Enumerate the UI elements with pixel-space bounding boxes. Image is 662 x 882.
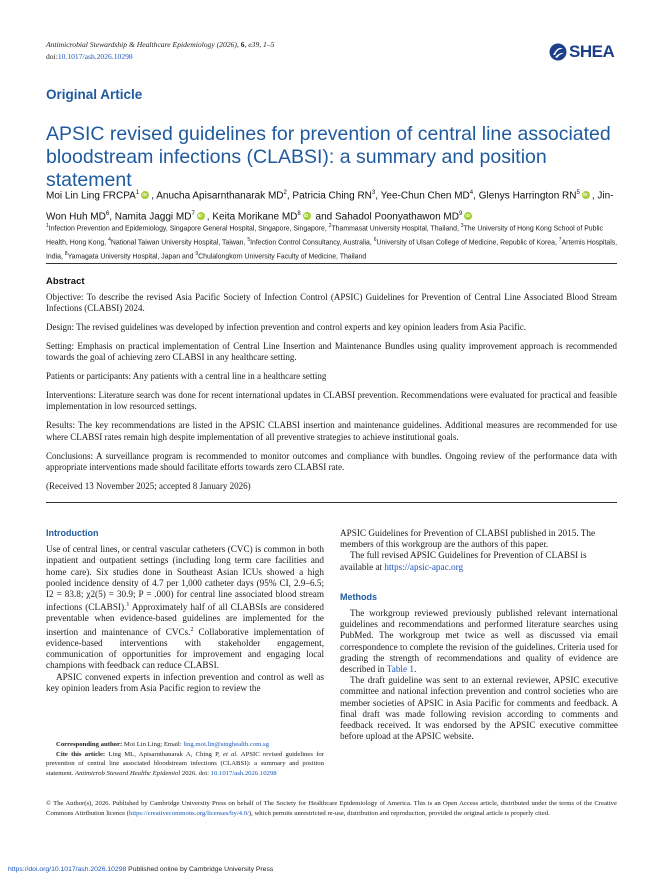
author-separator: , [286,190,293,202]
article-type: Original Article [46,87,143,102]
journal-volume: 6 [240,40,245,49]
journal-citation-line [46,40,274,49]
author-name: Patricia Ching RN [292,190,372,202]
abstract-interventions: Interventions: Literature search was done for recent international updates in CLABSI prevention. Recommendations were evaluated for practical and feasible implementation in low resourced settings. [46,390,617,412]
journal-pages: , e39, 1–5 [244,40,275,49]
orcid-icon[interactable] [197,212,205,220]
affiliation-text: Chulalongkorn University Faculty of Medicine, Thailand [198,252,367,260]
orcid-icon[interactable] [141,191,149,199]
journal-name: Antimicrobial Stewardship & Healthcare Epidemiology [46,40,215,49]
right-column [340,528,618,742]
apsic-website-link[interactable]: https://apsic-apac.org [384,561,464,572]
methods-text: The workgroup reviewed previously published relevant international guidelines and recommendations and performed literature searches using PubMed. The workgroup met twice as well as discussed via email correspondence to complete the revision of the guidelines. Criteria used for grading the strength of recommendations and quality of evidence are described in [340,608,618,675]
affiliation-text: Thammasat University Hospital, Thailand, [331,225,461,233]
author-affiliation-mark: 1 [135,190,140,196]
affiliation-mark: 7 [558,236,562,243]
abstract-participants: Patients or participants: Any patients with a central line in a healthcare setting [46,371,327,382]
doi-link[interactable]: 10.1017/ash.2026.10298 [57,52,133,61]
page-footer [8,866,273,873]
author-affiliation-mark: 4 [469,190,474,196]
received-dates: (Received 13 November 2025; accepted 8 January 2026) [46,480,251,491]
full-guidelines-text: The full revised APSIC Guidelines for Prevention of CLABSI is available at [340,550,587,572]
license-text-a: © The Author(s), 2026. Published by Cambridge University Press on behalf of The Society for Healthcare Epidemiology of America. This is an Open Access article, distributed under the terms of the Creative Commons Attribution licence ( [46,800,617,818]
intro-text-a: Use of central lines, or central vascular catheters (CVC) is common in both inpatient and outpatient settings (including long term care facilities and home care). Six studies done in Southeast Asian ICUs showed a high pooled incidence density of 4.7 per 1,000 catheter days (95% CI, 2.9–6.5; I2 = 83.8; χ2(5) = 30.9; P = .000) for central line associated blood stream infections (CLABSI). [46,544,324,613]
author-name: Sahadol Poonyathawon MD [334,211,459,223]
license-statement [46,799,617,819]
full-guidelines-paragraph [340,550,618,572]
abstract-bottom-divider [46,502,617,503]
affiliation-text: The University of Hong Kong School of Public Health, Hong Kong, [46,225,603,247]
cite-etal: et al. [223,750,238,758]
author-name: Yee-Chun Chen MD [380,190,470,202]
cite-doi-link[interactable]: 10.1017/ash.2026.10298 [210,769,277,777]
author-affiliation-mark: 3 [371,190,376,196]
orcid-icon[interactable] [303,212,311,220]
affiliations [46,221,618,262]
affiliation-text: Infection Control Consultancy, Australia, [250,239,374,247]
author-separator: , [375,190,381,202]
author-separator: and [312,211,335,223]
author-name: Anucha Apisarnthanarak MD [156,190,284,202]
intro-continued: APSIC Guidelines for Prevention of CLABSI published in 2015. The members of this workgroup are the authors of this paper. [340,528,596,550]
introduction-heading: Introduction [46,528,99,538]
abstract-results: Results: The key recommendations are listed in the APSIC CLABSI insertion and maintenance guidelines. Additional measures are recommended for use where CLABSI rates remain high despite implementation of all preventive strategies to achieve institutional goals. [46,420,617,442]
affiliation-text: Infection Prevention and Epidemiology, Singapore General Hospital, Singapore, Singapore, [48,225,329,233]
author-affiliation-mark: 2 [283,190,287,196]
intro-text-b: Approximately half of all CLABSIs are considered preventable when evidence-based guidelines are implemented for the insertion and maintenance of CVCs. [46,602,324,637]
affiliation-mark: 5 [247,236,251,243]
methods-heading: Methods [340,591,377,602]
license-url-link[interactable]: https://creativecommons.org/licenses/by/4.0/ [129,810,249,818]
affiliation-mark: 8 [64,250,68,257]
cite-authors: Ling ML, Apisarnthanarak A, Ching P, [105,750,223,758]
corresponding-author-label: Corresponding author: [56,741,123,748]
author-separator: , [206,211,213,223]
table-1-link[interactable]: Table 1 [386,664,414,675]
author-name: Keita Morikane MD [212,211,298,223]
introduction-paragraph-2: APSIC convened experts in infection prevention and control as well as key opinion leaders from Asia Pacific region to review the [46,671,324,693]
left-column [46,528,324,694]
citation-ref-1[interactable]: 1 [126,602,130,609]
author-affiliation-mark: 7 [191,211,195,218]
journal-year: (2026), [214,40,241,49]
abstract-top-divider [46,263,617,264]
abstract-heading: Abstract [46,276,85,287]
shea-logo [549,42,619,62]
intro-text-c: Collaborative implementation of evidence-based interventions with stakeholder engagement, communication of opportunities for improvement and engaging local champions with feedback can reduce CLABSI. [46,626,324,671]
cite-label: Cite this article: [56,750,106,758]
affiliation-mark: 3 [460,223,464,229]
author-affiliation-mark: 9 [458,211,463,218]
shea-logo-text: SHEA [569,42,615,61]
affiliation-text: National Taiwan University Hospital, Taiwan, [110,239,248,247]
cite-title: APSIC revised guidelines for prevention of central line associated bloodstream infections (CLABSI): a summary and position statement. [46,750,324,777]
methods-paragraph-1 [340,608,618,675]
affiliation-text: Artemis Hospitals, India, [46,239,618,260]
doi-line [46,52,133,61]
cite-journal: Antimicrob Steward Healthc Epidemiol [74,769,181,777]
citation-ref-2[interactable]: 2 [190,626,194,633]
correspondence-block [46,740,324,778]
article-title: APSIC revised guidelines for prevention of central line associated bloodstream infections (CLABSI): a summary and position statement [46,123,611,191]
author-name: Jin-Won Huh MD [46,190,614,223]
author-affiliation-mark: 6 [105,211,110,218]
affiliation-mark: 9 [195,250,199,257]
footer-doi-link[interactable]: https://doi.org/10.1017/ash.2026.10298 [8,866,127,873]
introduction-paragraph-1 [46,544,324,671]
author-affiliation-mark: 8 [297,211,301,218]
footer-text: Published online by Cambridge University Press [126,866,274,873]
affiliation-mark: 6 [373,236,377,243]
abstract-design: Design: The revised guidelines was developed by infection prevention and control experts and key opinion leaders from Asia Pacific. [46,322,526,333]
affiliation-text: Yamagata University Hospital, Japan and [67,252,196,260]
abstract-objective: Objective: To describe the revised Asia Pacific Society of Infection Control (APSIC) Guidelines for Prevention of Central Line Associated Blood Stream Infections (CLABSI) 2024. [46,292,617,314]
shea-logo-icon [549,43,567,61]
corresponding-author [46,740,324,750]
methods-paragraph-2: The draft guideline was sent to an external reviewer, APSIC executive committee and national infection prevention and control societies who are member societies of APSIC in Asia Pacific for comments and feedback. A final draft was made following revision according to comments and feedback received. It was endorsed by the APSIC executive committee before upload at the APSIC website. [340,675,618,742]
corresponding-email-link[interactable]: ling.moi.lin@singhealth.com.sg [183,741,269,748]
author-name: Moi Lin Ling FRCPA [46,190,136,202]
author-name: Glenys Harrington RN [478,190,577,202]
corresponding-author-text: Moi Lin Ling; Email: [122,741,184,748]
abstract-body [46,292,617,500]
author-separator: , [151,190,157,202]
affiliation-mark: 1 [46,223,49,229]
affiliation-mark: 4 [108,236,111,243]
abstract-setting: Setting: Emphasis on practical implementation of Central Line Insertion and Maintenance Bundles using quality improvement approach is recommended towards the goal of achieving zero CLABSI in any healthcare setting. [46,341,617,363]
author-separator: , [591,190,598,202]
orcid-icon[interactable] [582,191,590,199]
license-text-b: ), which permits unrestricted re-use, distribution and reproduction, provided the original article is properly cited. [248,810,550,818]
methods-text-end: . [413,664,417,675]
author-separator: , [473,190,479,202]
author-name: Namita Jaggi MD [114,211,192,223]
abstract-conclusions: Conclusions: A surveillance program is recommended to monitor outcomes and compliance with bundles. Ongoing review of the performance data with appropriate interventions made should facilitate efforts towards zero CLABSI rate. [46,450,617,472]
author-affiliation-mark: 5 [576,190,580,196]
affiliation-text: University of Ulsan College of Medicine, Republic of Korea, [376,239,559,247]
author-separator: , [109,211,115,223]
doi-label: doi: [46,52,58,61]
cite-this-article [46,750,324,779]
orcid-icon[interactable] [464,212,472,220]
cite-year: 2026. doi: [180,769,211,777]
affiliation-mark: 2 [328,223,332,229]
